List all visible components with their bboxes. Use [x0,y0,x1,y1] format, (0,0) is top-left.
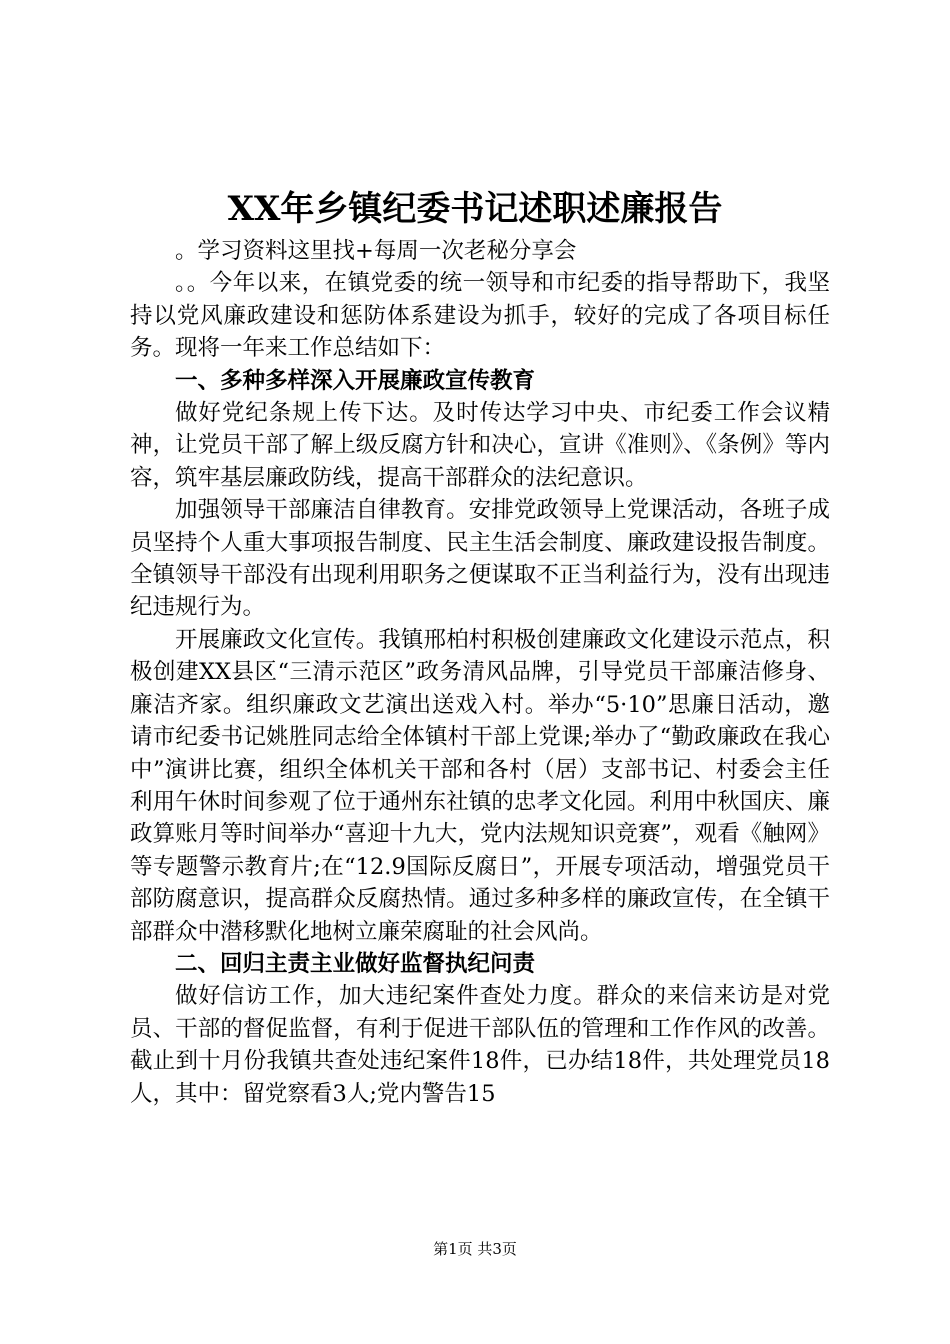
intro-paragraph: 。。今年以来，在镇党委的统一领导和市纪委的指导帮助下，我坚持以党风廉政建设和惩防体系建设为抓手，较好的完成了各项目标任务。现将一年来工作总结如下： [130,270,830,362]
document-body [130,235,830,1110]
page-number-footer: 第1页 共3页 [433,1240,517,1258]
body-paragraph: 开展廉政文化宣传。我镇邢柏村积极创建廉政文化建设示范点，积极创建XX县区“三清示范区”政务清风品牌，引导党员干部廉洁修身、廉洁齐家。组织廉政文艺演出送戏入村。举办“5·10”思廉日活动，邀请市纪委书记姚胜同志给全体镇村干部上党课;举办了“勤政廉政在我心中”演讲比赛，组织全体机关干部和各村（居）支部书记、村委会主任利用午休时间参观了位于通州东社镇的忠孝文化园。利用中秋国庆、廉政算账月等时间举办“喜迎十九大，党内法规知识竞赛”，观看《触网》等专题警示教育片;在“12.9国际反腐日”，开展专项活动，增强党员干部防腐意识，提高群众反腐热情。通过多种多样的廉政宣传，在全镇干部群众中潜移默化地树立廉荣腐耻的社会风尚。 [130,626,830,945]
body-paragraph: 做好党纪条规上传下达。及时传达学习中央、市纪委工作会议精神，让党员干部了解上级反腐方针和决心，宣讲《准则》、《条例》等内容，筑牢基层廉政防线，提高干部群众的法纪意识。 [130,400,830,491]
document-title: XX年乡镇纪委书记述职述廉报告 [227,189,723,229]
body-paragraph: 加强领导干部廉洁自律教育。安排党政领导上党课活动，各班子成员坚持个人重大事项报告制度、民主生活会制度、廉政建设报告制度。全镇领导干部没有出现利用职务之便谋取不正当利益行为，没有出现违纪违规行为。 [130,497,830,621]
section-heading-2: 二、回归主责主业做好监督执纪问责 [175,950,536,977]
intro-note: 。学习资料这里找+每周一次老秘分享会 [175,238,577,264]
body-paragraph: 做好信访工作，加大违纪案件查处力度。群众的来信来访是对党员、干部的督促监督，有利于促进干部队伍的管理和工作作风的改善。截止到十月份我镇共查处违纪案件18件，已办结18件，共处理党员18人，其中：留党察看3人;党内警告15 [130,983,830,1107]
section-heading-1: 一、多种多样深入开展廉政宣传教育 [175,367,536,394]
